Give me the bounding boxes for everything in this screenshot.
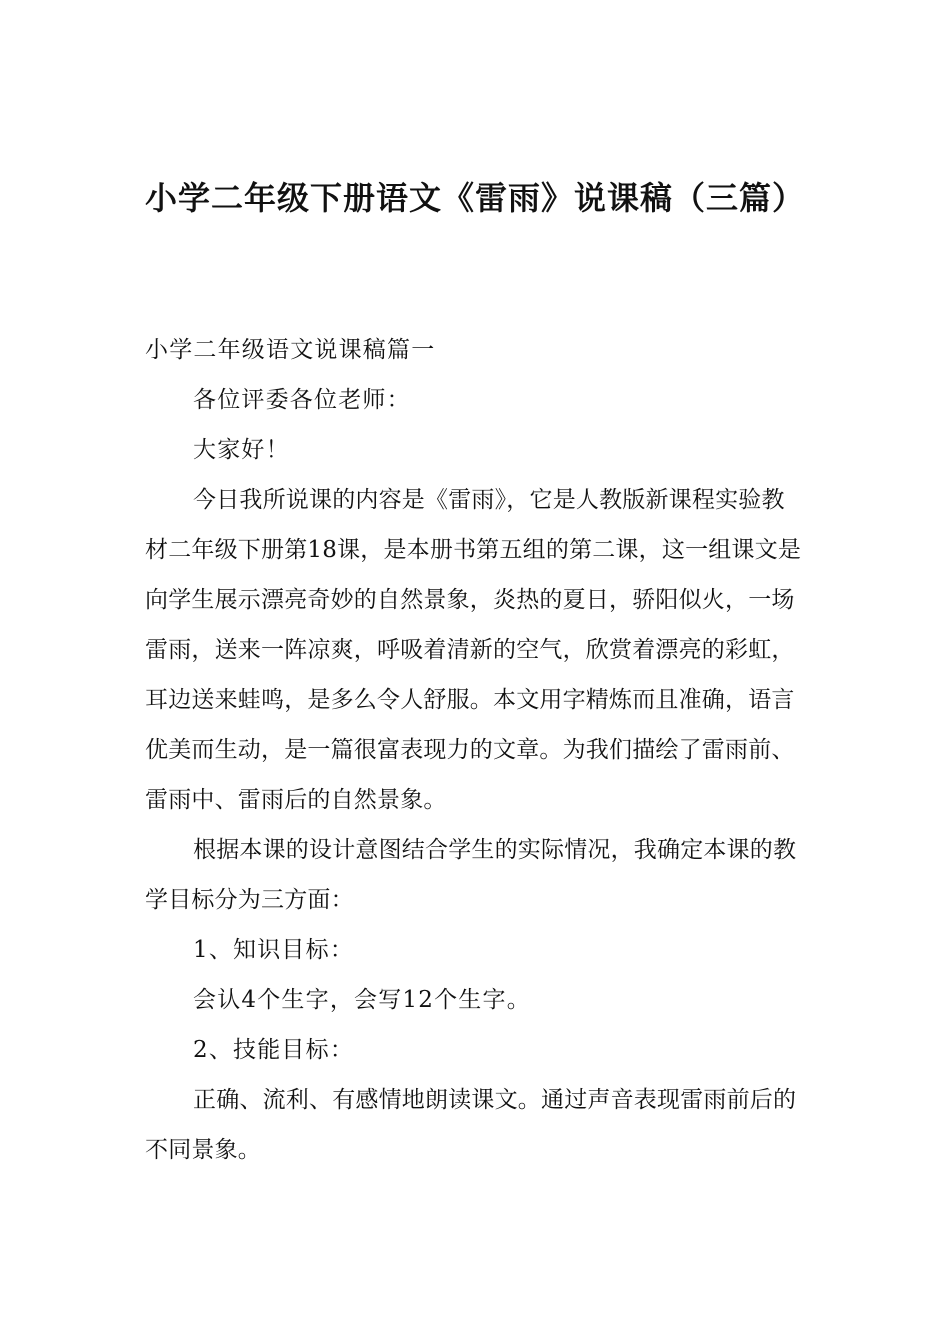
paragraph: 会认4个生字，会写12个生字。 [193,987,531,1013]
list-item-heading: 1、知识目标： [193,937,355,963]
greeting-line: 各位评委各位老师： [193,387,411,413]
greeting-line: 大家好！ [193,437,290,463]
document-body [145,325,807,1175]
paragraph: 今日我所说课的内容是《雷雨》，它是人教版新课程实验教材二年级下册第18课，是本册书第五组的第二课，这一组课文是向学生展示漂亮奇妙的自然景象，炎热的夏日，骄阳似火，一场雷雨，送来一阵凉爽，呼吸着清新的空气，欣赏着漂亮的彩虹，耳边送来蛙鸣，是多么令人舒服。本文用字精炼而且准确，语言优美而生动，是一篇很富表现力的文章。为我们描绘了雷雨前、雷雨中、雷雨后的自然景象。 [145,487,802,813]
section-heading: 小学二年级语文说课稿篇一 [145,337,436,363]
paragraph: 根据本课的设计意图结合学生的实际情况，我确定本课的教学目标分为三方面： [145,837,797,913]
list-item-heading: 2、技能目标： [193,1037,355,1063]
document-title: 小学二年级下册语文《雷雨》说课稿（三篇） [144,179,805,217]
paragraph: 正确、流利、有感情地朗读课文。通过声音表现雷雨前后的不同景象。 [145,1087,797,1163]
